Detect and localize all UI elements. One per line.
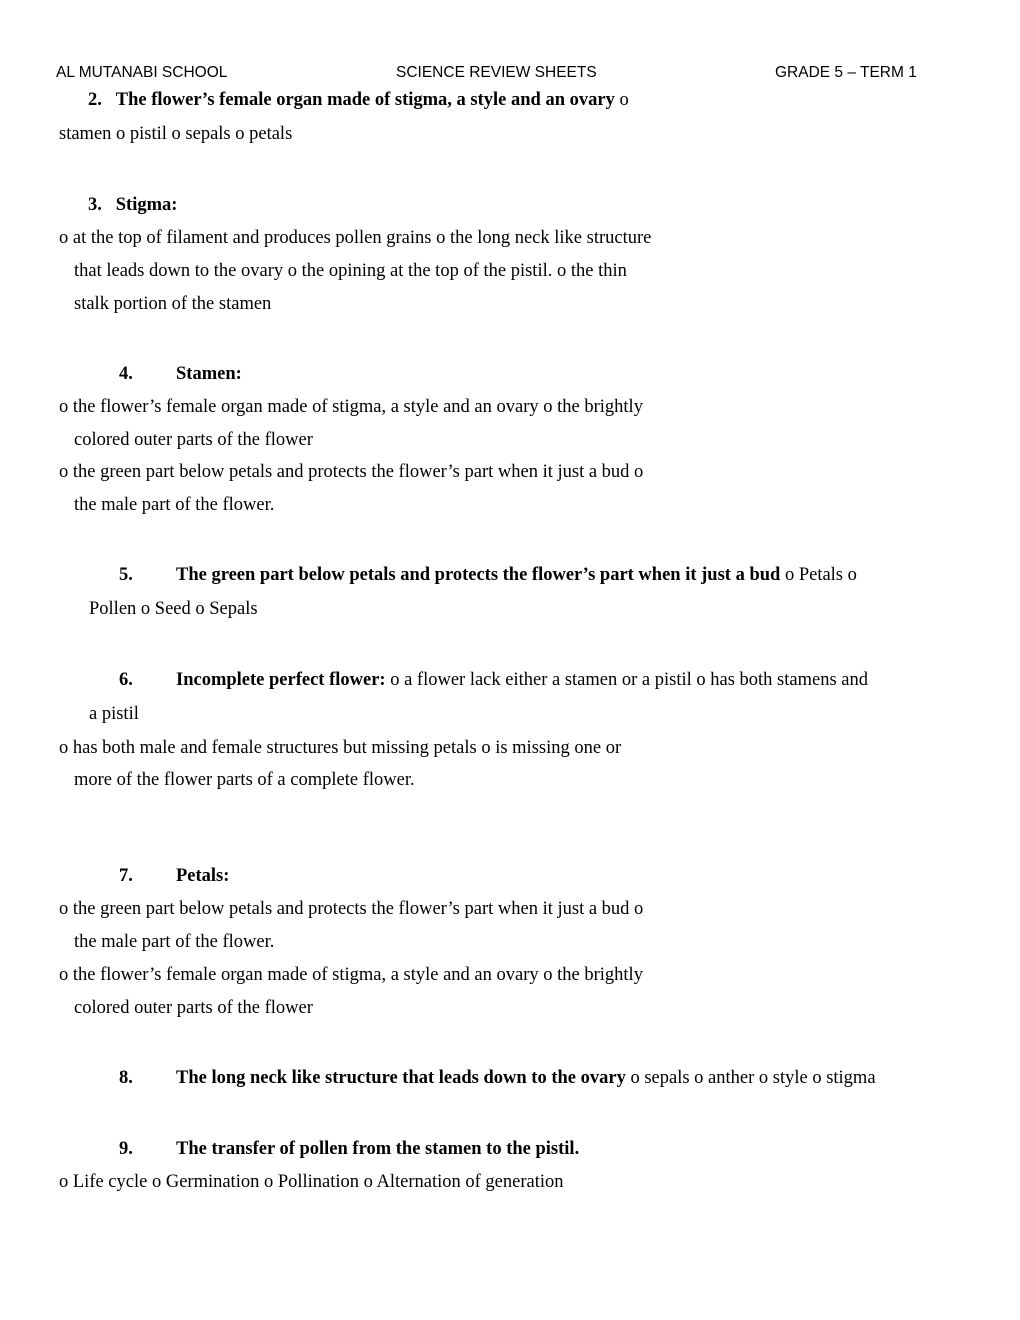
question-4-line-1: o the flower’s female organ made of stigma, a style and an ovary o the brightly: [59, 397, 643, 417]
question-2: [88, 89, 629, 111]
question-5-line-1: [176, 564, 857, 586]
question-2-prompt: The flower’s female organ made of stigma, a style and an ovary: [115, 90, 615, 110]
question-7-prompt: Petals:: [176, 866, 230, 886]
question-7-line-1: o the green part below petals and protects the flower’s part when it just a bud o: [59, 899, 644, 919]
question-4-line-2: colored outer parts of the flower: [74, 430, 313, 450]
question-2-number: 2.: [88, 90, 102, 110]
question-6-tail: o a flower lack either a stamen or a pistil o has both stamens and: [385, 670, 868, 690]
question-7-line-4: colored outer parts of the flower: [74, 998, 313, 1018]
question-3-prompt: Stigma:: [115, 195, 178, 215]
question-5-tail: o Petals o: [780, 565, 857, 585]
question-6-line-3: o has both male and female structures but missing petals o is missing one or: [59, 738, 622, 758]
question-9-prompt: The transfer of pollen from the stamen to the pistil.: [176, 1139, 580, 1159]
question-2-options: stamen o pistil o sepals o petals: [59, 124, 293, 144]
question-6-line-2: a pistil: [89, 704, 139, 724]
question-4-prompt: Stamen:: [176, 364, 242, 384]
question-3-line-2: that leads down to the ovary o the opining at the top of the pistil. o the thin: [74, 261, 627, 281]
question-3-line-1: o at the top of filament and produces pollen grains o the long neck like structure: [59, 228, 652, 248]
question-6-line-1: [176, 669, 868, 691]
question-6-number: 6.: [119, 670, 133, 690]
question-5-number: 5.: [119, 565, 133, 585]
grade-term: GRADE 5 – TERM 1: [775, 64, 917, 81]
question-8-line-1: [176, 1067, 876, 1089]
question-9-number: 9.: [119, 1139, 133, 1159]
sheet-title: SCIENCE REVIEW SHEETS: [396, 64, 597, 81]
question-8-tail: o sepals o anther o style o stigma: [625, 1068, 876, 1088]
question-7-line-2: the male part of the flower.: [74, 932, 275, 952]
question-3: [88, 194, 177, 216]
school-name: AL MUTANABI SCHOOL: [56, 64, 228, 81]
question-9-line-1: o Life cycle o Germination o Pollination o Alternation of generation: [59, 1172, 564, 1192]
question-7-line-3: o the flower’s female organ made of stigma, a style and an ovary o the brightly: [59, 965, 643, 985]
question-2-tail: o: [614, 90, 629, 110]
question-3-number: 3.: [88, 195, 102, 215]
question-5-prompt: The green part below petals and protects the flower’s part when it just a bud: [176, 565, 781, 585]
question-8-prompt: The long neck like structure that leads down to the ovary: [176, 1068, 626, 1088]
question-4-line-4: the male part of the flower.: [74, 495, 275, 515]
question-4-number: 4.: [119, 364, 133, 384]
question-3-line-3: stalk portion of the stamen: [74, 294, 272, 314]
question-6-line-4: more of the flower parts of a complete flower.: [74, 770, 415, 790]
question-4-line-3: o the green part below petals and protects the flower’s part when it just a bud o: [59, 462, 644, 482]
question-6-prompt: Incomplete perfect flower:: [176, 670, 386, 690]
question-5-line-2: Pollen o Seed o Sepals: [89, 599, 258, 619]
question-8-number: 8.: [119, 1068, 133, 1088]
question-7-number: 7.: [119, 866, 133, 886]
